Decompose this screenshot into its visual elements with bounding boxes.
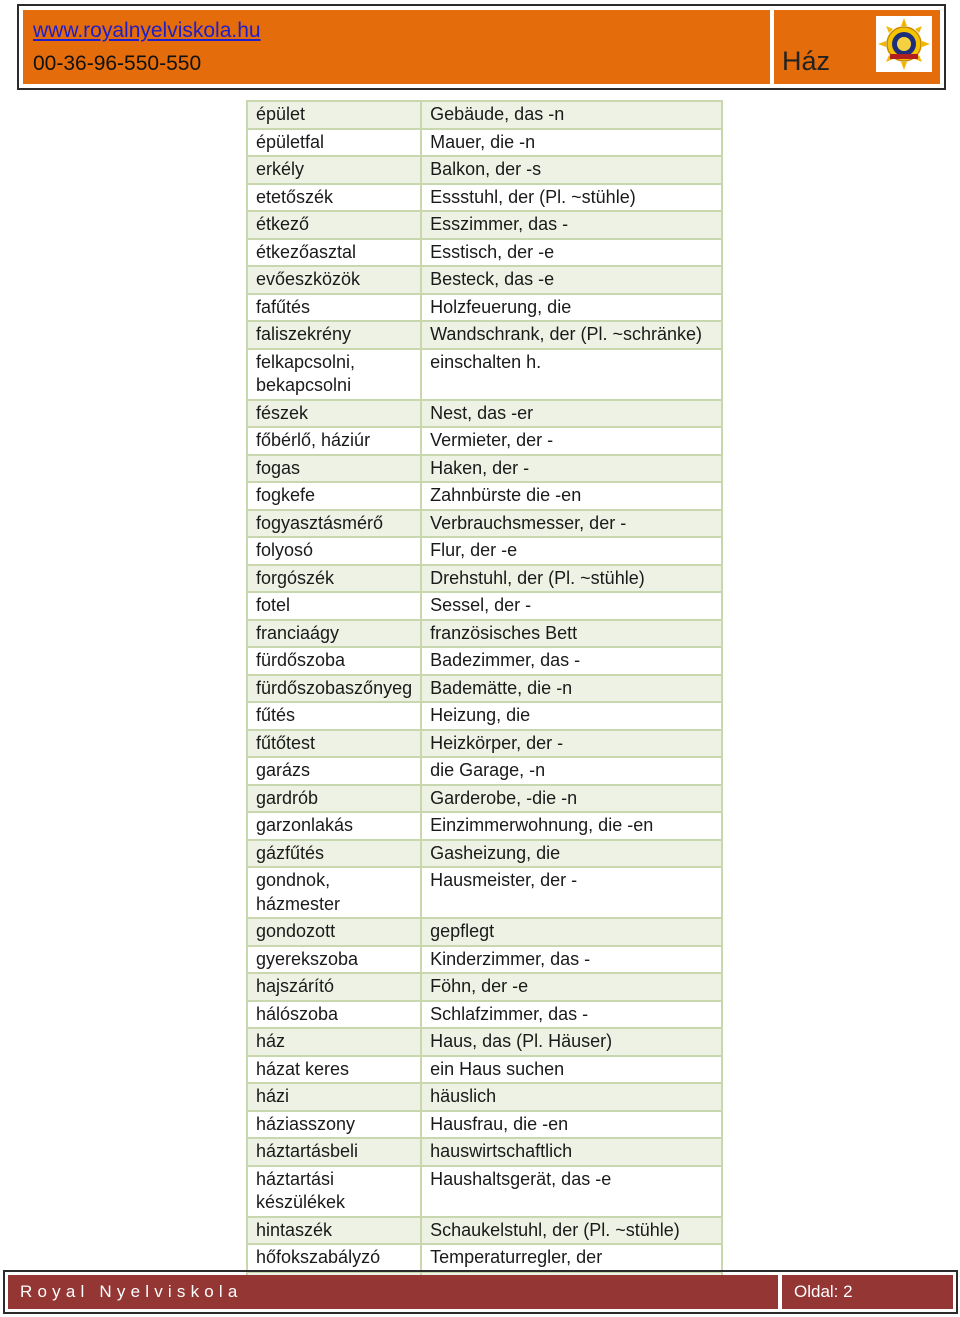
table-row	[247, 156, 722, 184]
page-footer	[3, 1270, 958, 1314]
hungarian-term: garázs	[247, 757, 421, 785]
hungarian-term: fűtőtest	[247, 730, 421, 758]
table-row	[247, 1083, 722, 1111]
german-translation: Gebäude, das -n	[421, 101, 722, 129]
hungarian-term: fürdőszoba	[247, 647, 421, 675]
german-translation: Schlafzimmer, das -	[421, 1001, 722, 1029]
page-number: Oldal: 2	[794, 1282, 853, 1301]
table-row	[247, 1138, 722, 1166]
hungarian-term: garzonlakás	[247, 812, 421, 840]
german-translation: Zahnbürste die -en	[421, 482, 722, 510]
german-translation: Schaukelstuhl, der (Pl. ~stühle)	[421, 1217, 722, 1245]
german-translation: Temperaturregler, der	[421, 1244, 722, 1272]
phone-number: 00-36-96-550-550	[33, 52, 202, 75]
german-translation: Wandschrank, der (Pl. ~schränke)	[421, 321, 722, 349]
german-translation: französisches Bett	[421, 620, 722, 648]
german-translation: Hausfrau, die -en	[421, 1111, 722, 1139]
table-row	[247, 537, 722, 565]
german-translation: Sessel, der -	[421, 592, 722, 620]
german-translation: Mauer, die -n	[421, 129, 722, 157]
table-row	[247, 812, 722, 840]
page-header	[17, 4, 946, 90]
german-translation: Essstuhl, der (Pl. ~stühle)	[421, 184, 722, 212]
header-contact-band	[23, 10, 770, 84]
german-translation: Bademätte, die -n	[421, 675, 722, 703]
hungarian-term: evőeszközök	[247, 266, 421, 294]
table-row	[247, 785, 722, 813]
table-row	[247, 702, 722, 730]
table-row	[247, 349, 722, 400]
hungarian-term: folyosó	[247, 537, 421, 565]
hungarian-term: fogyasztásmérő	[247, 510, 421, 538]
website-link[interactable]: www.royalnyelviskola.hu	[33, 19, 261, 42]
german-translation: Föhn, der -e	[421, 973, 722, 1001]
hungarian-term: franciaágy	[247, 620, 421, 648]
german-translation: Heizung, die	[421, 702, 722, 730]
table-row	[247, 1056, 722, 1084]
hungarian-term: étkezőasztal	[247, 239, 421, 267]
table-row	[247, 1028, 722, 1056]
table-row	[247, 129, 722, 157]
german-translation: Besteck, das -e	[421, 266, 722, 294]
german-translation: Holzfeuerung, die	[421, 294, 722, 322]
hungarian-term: gondozott	[247, 918, 421, 946]
german-translation: Kinderzimmer, das -	[421, 946, 722, 974]
table-row	[247, 867, 722, 918]
german-translation: Hausmeister, der -	[421, 867, 722, 918]
table-row	[247, 239, 722, 267]
hungarian-term: gyerekszoba	[247, 946, 421, 974]
german-translation: einschalten h.	[421, 349, 722, 400]
table-row	[247, 840, 722, 868]
table-row	[247, 647, 722, 675]
hungarian-term: erkély	[247, 156, 421, 184]
footer-brand-band	[8, 1275, 778, 1309]
german-translation: Balkon, der -s	[421, 156, 722, 184]
german-translation: Heizkörper, der -	[421, 730, 722, 758]
hungarian-term: gázfűtés	[247, 840, 421, 868]
hungarian-term: fogas	[247, 455, 421, 483]
german-translation: gepflegt	[421, 918, 722, 946]
table-row	[247, 321, 722, 349]
table-row	[247, 400, 722, 428]
table-row	[247, 1166, 722, 1217]
german-translation: Vermieter, der -	[421, 427, 722, 455]
hungarian-term: forgószék	[247, 565, 421, 593]
table-row	[247, 101, 722, 129]
table-row	[247, 1244, 722, 1272]
hungarian-term: gondnok, házmester	[247, 867, 421, 918]
header-title-band	[774, 10, 940, 84]
hungarian-term: főbérlő, háziúr	[247, 427, 421, 455]
german-translation: Garderobe, -die -n	[421, 785, 722, 813]
table-row	[247, 510, 722, 538]
hungarian-term: épületfal	[247, 129, 421, 157]
hungarian-term: étkező	[247, 211, 421, 239]
german-translation: hauswirtschaftlich	[421, 1138, 722, 1166]
table-row	[247, 455, 722, 483]
german-translation: Haken, der -	[421, 455, 722, 483]
german-translation: ein Haus suchen	[421, 1056, 722, 1084]
hungarian-term: háztartási készülékek	[247, 1166, 421, 1217]
german-translation: Nest, das -er	[421, 400, 722, 428]
hungarian-term: fogkefe	[247, 482, 421, 510]
school-logo-icon	[876, 16, 932, 72]
hungarian-term: hajszárító	[247, 973, 421, 1001]
german-translation: Gasheizung, die	[421, 840, 722, 868]
table-row	[247, 620, 722, 648]
hungarian-term: fürdőszobaszőnyeg	[247, 675, 421, 703]
hungarian-term: gardrób	[247, 785, 421, 813]
table-row	[247, 675, 722, 703]
german-translation: Badezimmer, das -	[421, 647, 722, 675]
table-row	[247, 184, 722, 212]
vocabulary-table	[246, 100, 723, 1300]
table-row	[247, 427, 722, 455]
hungarian-term: háziasszony	[247, 1111, 421, 1139]
table-row	[247, 973, 722, 1001]
german-translation: Drehstuhl, der (Pl. ~stühle)	[421, 565, 722, 593]
hungarian-term: háztartásbeli	[247, 1138, 421, 1166]
hungarian-term: fűtés	[247, 702, 421, 730]
hungarian-term: épület	[247, 101, 421, 129]
table-row	[247, 565, 722, 593]
hungarian-term: házat keres	[247, 1056, 421, 1084]
german-translation: Esszimmer, das -	[421, 211, 722, 239]
german-translation: die Garage, -n	[421, 757, 722, 785]
hungarian-term: házi	[247, 1083, 421, 1111]
hungarian-term: faliszekrény	[247, 321, 421, 349]
table-row	[247, 1111, 722, 1139]
german-translation: Haushaltsgerät, das -e	[421, 1166, 722, 1217]
table-row	[247, 592, 722, 620]
footer-page-band	[782, 1275, 953, 1309]
hungarian-term: etetőszék	[247, 184, 421, 212]
table-row	[247, 946, 722, 974]
german-translation: Einzimmerwohnung, die -en	[421, 812, 722, 840]
hungarian-term: fafűtés	[247, 294, 421, 322]
table-row	[247, 918, 722, 946]
table-row	[247, 211, 722, 239]
hungarian-term: felkapcsolni, bekapcsolni	[247, 349, 421, 400]
table-row	[247, 482, 722, 510]
german-translation: Haus, das (Pl. Häuser)	[421, 1028, 722, 1056]
table-row	[247, 294, 722, 322]
table-row	[247, 1217, 722, 1245]
table-row	[247, 730, 722, 758]
table-row	[247, 1001, 722, 1029]
table-row	[247, 757, 722, 785]
german-translation: Flur, der -e	[421, 537, 722, 565]
hungarian-term: fészek	[247, 400, 421, 428]
table-row	[247, 266, 722, 294]
german-translation: Verbrauchsmesser, der -	[421, 510, 722, 538]
hungarian-term: hálószoba	[247, 1001, 421, 1029]
german-translation: häuslich	[421, 1083, 722, 1111]
hungarian-term: hintaszék	[247, 1217, 421, 1245]
hungarian-term: fotel	[247, 592, 421, 620]
german-translation: Esstisch, der -e	[421, 239, 722, 267]
school-name: Royal Nyelviskola	[20, 1282, 243, 1301]
hungarian-term: hőfokszabályzó	[247, 1244, 421, 1272]
page-title: Ház	[782, 46, 831, 76]
hungarian-term: ház	[247, 1028, 421, 1056]
